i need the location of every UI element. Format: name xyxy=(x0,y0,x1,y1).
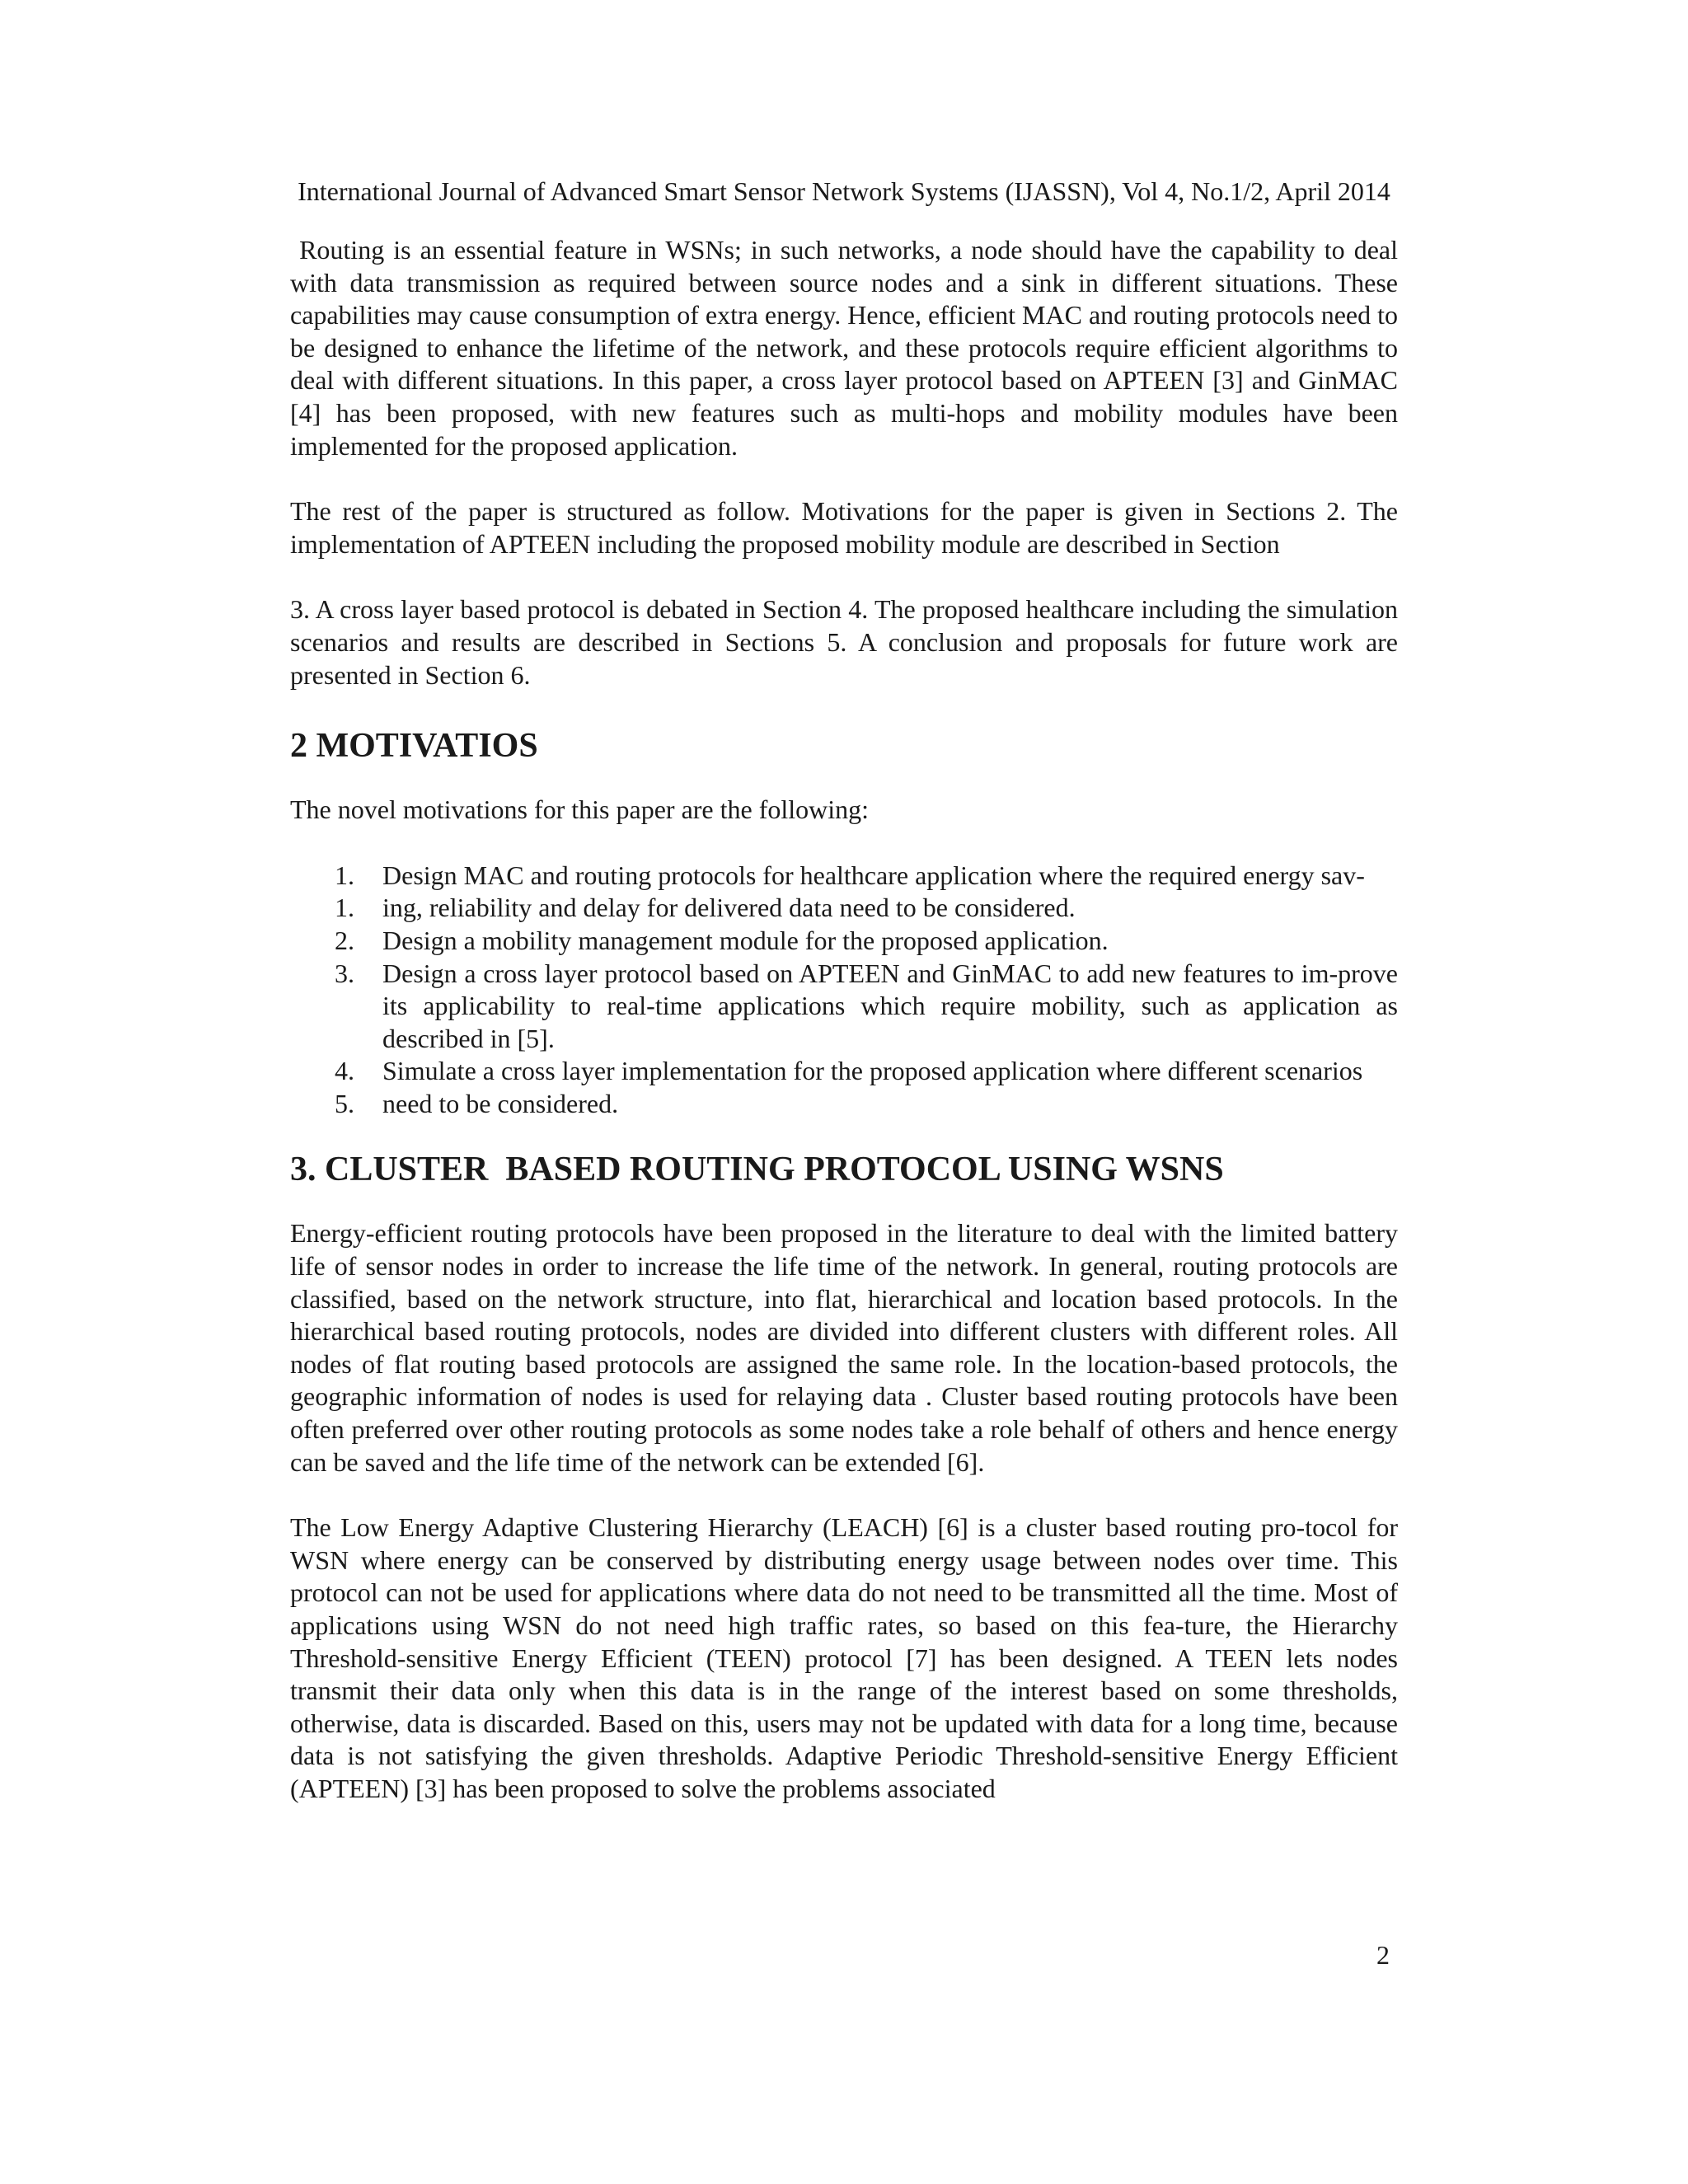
section-2-heading: 2 MOTIVATIOS xyxy=(290,727,538,766)
paragraph-intro-2: The rest of the paper is structured as follow. Motivations for the paper is given in Sections 2. The implementation of APTEEN including the proposed mobility module are described in Section xyxy=(290,496,1398,559)
list-item-text: need to be considered. xyxy=(382,1088,619,1118)
list-item-text: Design a cross layer protocol based on APTEEN and GinMAC to add new features to im-prove its applicability to real-time applications which require mobility, such as application as described in [5]. xyxy=(382,958,1398,1053)
list-item xyxy=(290,1055,1398,1088)
section-3-paragraph-1: Energy-efficient routing protocols have been proposed in the literature to deal with the limited battery life of sensor nodes in order to increase the life time of the network. In general, routing protocols are classified, based on the network structure, into flat, hierarchical and location based protocols. In the hierarchical based routing protocols, nodes are divided into different clusters with different roles. All nodes of flat routing based protocols are assigned the same role. In the location-based protocols, the geographic information of nodes is used for relaying data . Cluster based routing protocols have been often preferred over other routing protocols as some nodes take a role behalf of others and hence energy can be saved and the life time of the network can be extended [6]. xyxy=(290,1218,1398,1477)
running-header: International Journal of Advanced Smart Sensor Network Systems (IJASSN), Vol 4, No.1/2, April 2014 xyxy=(298,176,1390,206)
list-item xyxy=(290,925,1398,958)
list-item-number: 2. xyxy=(335,925,354,955)
page-number: 2 xyxy=(1376,1940,1390,1970)
motivations-list xyxy=(290,860,1398,1121)
list-item-text: Design MAC and routing protocols for healthcare application where the required energy sav- xyxy=(382,860,1365,890)
body-text xyxy=(290,234,1405,1839)
list-item xyxy=(290,860,1398,893)
paragraph-intro-3: 3. A cross layer based protocol is debated in Section 4. The proposed healthcare including the simulation scenarios and results are described in Sections 5. A conclusion and proposals for future work are presented in Section 6. xyxy=(290,594,1398,690)
paragraph-intro-1: Routing is an essential feature in WSNs; in such networks, a node should have the capability to deal with data transmission as required between source nodes and a sink in different situations. These capabilities may cause consumption of extra energy. Hence, efficient MAC and routing protocols need to be designed to enhance the lifetime of the network, and these protocols require efficient algorithms to deal with different situations. In this paper, a cross layer protocol based on APTEEN [3] and GinMAC [4] has been proposed, with new features such as multi-hops and mobility modules have been implemented for the proposed application. xyxy=(290,235,1405,461)
list-item xyxy=(290,958,1398,1056)
list-item-number: 5. xyxy=(335,1088,354,1118)
list-item-text: Simulate a cross layer implementation for the proposed application where different scenarios xyxy=(382,1056,1363,1086)
list-item-number: 4. xyxy=(335,1056,354,1086)
section-3-heading: 3. CLUSTER BASED ROUTING PROTOCOL USING WSNS xyxy=(290,1151,1224,1189)
list-item-text: ing, reliability and delay for delivered data need to be considered. xyxy=(382,893,1076,923)
list-item-text: Design a mobility management module for the proposed application. xyxy=(382,925,1109,955)
list-item xyxy=(290,1088,1398,1121)
section-2-intro: The novel motivations for this paper are the following: xyxy=(290,794,870,825)
list-item-number: 1. xyxy=(335,893,354,923)
list-item-number: 1. xyxy=(335,860,354,890)
list-item-number: 3. xyxy=(335,958,354,988)
list-item xyxy=(290,892,1398,925)
section-3-paragraph-2: The Low Energy Adaptive Clustering Hierarchy (LEACH) [6] is a cluster based routing pro-tocol for WSN where energy can be conserved by distributing energy usage between nodes over time. This protocol can not be used for applications where data do not need to be transmitted all the time. Most of applications using WSN do not need high traffic rates, so based on this fea-ture, the Hierarchy Threshold-sensitive Energy Efficient (TEEN) protocol [7] has been designed. A TEEN lets nodes transmit their data only when this data is in the range of the interest based on some thresholds, otherwise, data is discarded. Based on this, users may not be updated with data for a long time, because data is not satisfying the given thresholds. Adaptive Periodic Threshold-sensitive Energy Efficient (APTEEN) [3] has been proposed to solve the problems associated xyxy=(290,1512,1398,1803)
